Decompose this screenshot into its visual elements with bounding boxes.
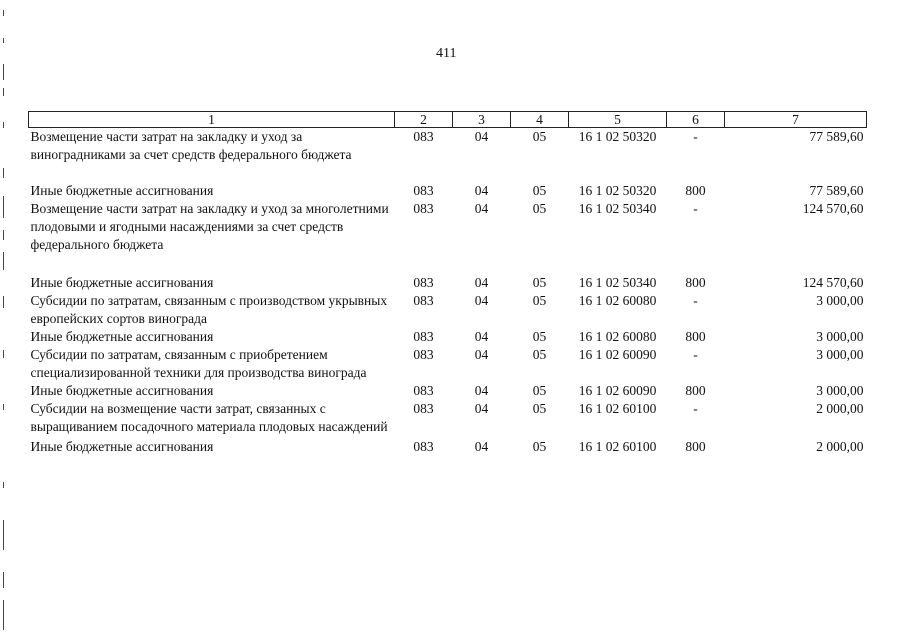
table-body	[29, 128, 867, 457]
table-header	[29, 112, 867, 128]
row-subsection: 05	[532, 129, 547, 144]
column-header-2: 2	[395, 112, 453, 128]
row-description: Иные бюджетные ассигнования	[30, 183, 214, 198]
row-amount: 124 570,60	[802, 275, 864, 290]
row-amount: 3 000,00	[816, 347, 864, 362]
column-header-5: 5	[569, 112, 667, 128]
table-row	[29, 292, 867, 328]
row-expense-type: -	[693, 293, 698, 308]
table-row	[29, 400, 867, 436]
row-expense-type: 800	[685, 275, 706, 290]
row-section: 04	[474, 439, 489, 454]
row-subsection: 05	[532, 329, 547, 344]
row-expense-type: 800	[685, 329, 706, 344]
row-target-article: 16 1 02 60100	[578, 401, 657, 416]
row-subsection: 05	[532, 383, 547, 398]
row-section: 04	[474, 129, 489, 144]
row-target-article: 16 1 02 60080	[578, 329, 657, 344]
row-description: Возмещение части затрат на закладку и уход за многолетними плодовыми и ягодными насаждениями за счет средств федерального бюджета	[30, 201, 389, 252]
row-description: Субсидии по затратам, связанным с производством укрывных европейских сортов винограда	[30, 293, 388, 326]
row-section: 04	[474, 293, 489, 308]
row-section: 04	[474, 383, 489, 398]
table-row	[29, 382, 867, 400]
row-expense-type: 800	[685, 183, 706, 198]
row-section: 04	[474, 201, 489, 216]
row-target-article: 16 1 02 50320	[578, 129, 657, 144]
row-amount: 3 000,00	[816, 383, 864, 398]
row-description: Субсидии по затратам, связанным с приобретением специализированной техники для производства винограда	[30, 347, 367, 380]
row-amount: 77 589,60	[809, 183, 864, 198]
table-row	[29, 182, 867, 200]
table-row	[29, 128, 867, 183]
column-header-3: 3	[453, 112, 511, 128]
row-amount: 3 000,00	[816, 293, 864, 308]
row-description: Иные бюджетные ассигнования	[30, 439, 214, 454]
row-target-article: 16 1 02 60080	[578, 293, 657, 308]
budget-table	[28, 111, 867, 456]
table-row	[29, 274, 867, 292]
row-section: 04	[474, 329, 489, 344]
row-target-article: 16 1 02 60100	[578, 439, 657, 454]
row-section: 04	[474, 183, 489, 198]
row-admin-code: 083	[413, 329, 434, 344]
table-row	[29, 200, 867, 274]
table-row	[29, 346, 867, 382]
column-header-4: 4	[511, 112, 569, 128]
page-number: 411	[436, 46, 457, 61]
row-expense-type: -	[693, 401, 698, 416]
row-subsection: 05	[532, 347, 547, 362]
row-expense-type: 800	[685, 383, 706, 398]
row-section: 04	[474, 347, 489, 362]
row-description: Субсидии на возмещение части затрат, связанных с выращиванием посадочного материала плодовых насаждений	[30, 401, 388, 434]
row-admin-code: 083	[413, 201, 434, 216]
row-target-article: 16 1 02 60090	[578, 347, 657, 362]
row-subsection: 05	[532, 401, 547, 416]
row-section: 04	[474, 275, 489, 290]
column-header-7: 7	[725, 112, 867, 128]
row-target-article: 16 1 02 50320	[578, 183, 657, 198]
row-amount: 2 000,00	[816, 439, 864, 454]
table-row	[29, 436, 867, 456]
row-admin-code: 083	[413, 401, 434, 416]
row-amount: 3 000,00	[816, 329, 864, 344]
row-admin-code: 083	[413, 293, 434, 308]
row-section: 04	[474, 401, 489, 416]
row-amount: 124 570,60	[802, 201, 864, 216]
row-expense-type: -	[693, 347, 698, 362]
row-target-article: 16 1 02 50340	[578, 201, 657, 216]
column-header-1: 1	[29, 112, 395, 128]
row-subsection: 05	[532, 183, 547, 198]
row-admin-code: 083	[413, 383, 434, 398]
row-admin-code: 083	[413, 183, 434, 198]
row-expense-type: -	[693, 129, 698, 144]
row-subsection: 05	[532, 293, 547, 308]
row-subsection: 05	[532, 201, 547, 216]
row-target-article: 16 1 02 50340	[578, 275, 657, 290]
row-description: Возмещение части затрат на закладку и уход за виноградниками за счет средств федерального бюджета	[30, 129, 352, 162]
row-subsection: 05	[532, 275, 547, 290]
row-description: Иные бюджетные ассигнования	[30, 383, 214, 398]
row-description: Иные бюджетные ассигнования	[30, 275, 214, 290]
row-admin-code: 083	[413, 129, 434, 144]
row-admin-code: 083	[413, 347, 434, 362]
row-admin-code: 083	[413, 275, 434, 290]
table-row	[29, 328, 867, 346]
row-amount: 77 589,60	[809, 129, 864, 144]
row-expense-type: -	[693, 201, 698, 216]
row-subsection: 05	[532, 439, 547, 454]
column-header-6: 6	[667, 112, 725, 128]
scan-margin-marks	[0, 0, 10, 640]
row-expense-type: 800	[685, 439, 706, 454]
row-description: Иные бюджетные ассигнования	[30, 329, 214, 344]
row-admin-code: 083	[413, 439, 434, 454]
row-amount: 2 000,00	[816, 401, 864, 416]
row-target-article: 16 1 02 60090	[578, 383, 657, 398]
